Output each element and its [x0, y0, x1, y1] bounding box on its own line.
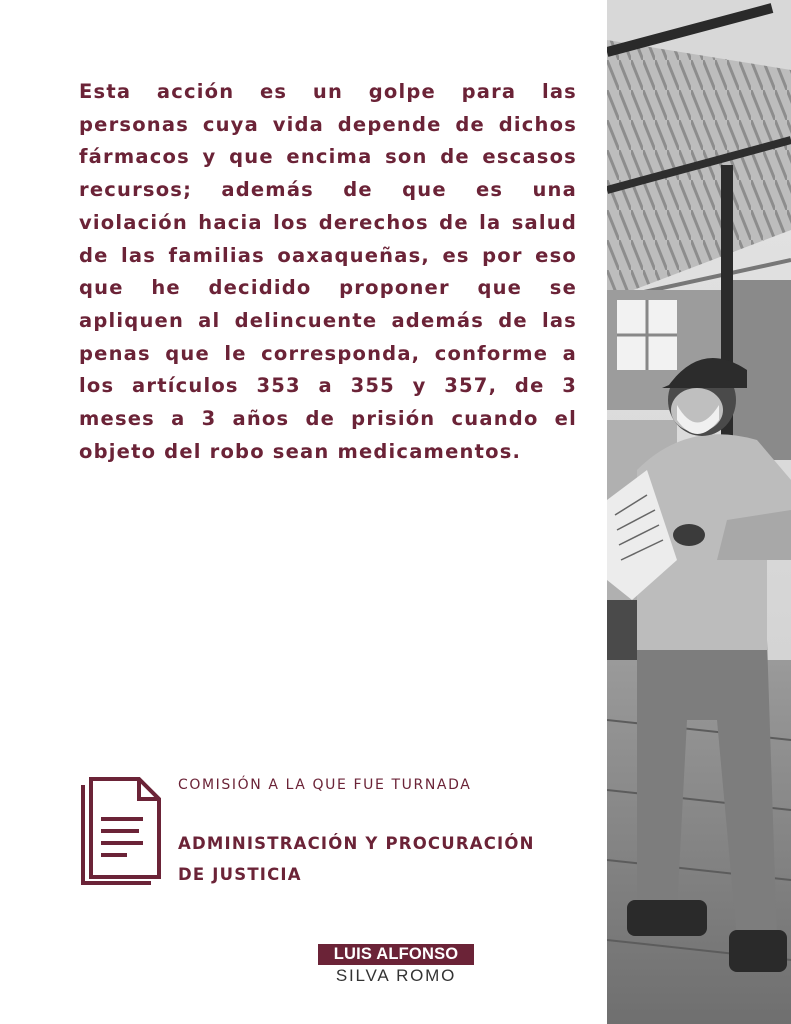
signature-first-name: LUIS ALFONSO	[318, 944, 474, 965]
photo-man-reading-newspaper	[607, 0, 791, 1024]
commission-name: ADMINISTRACIÓN Y PROCURACIÓN DE JUSTICIA	[178, 834, 535, 884]
signature-logo	[318, 944, 474, 987]
document-icon	[79, 775, 163, 887]
commission-label: COMISIÓN A LA QUE FUE TURNADA	[178, 777, 472, 793]
body-paragraph: Esta acción es un golpe para las personas cuya vida depende de dichos fármacos y que encima son de escasos recursos; además de que es una violación hacia los derechos de la salud de las familias oaxaqueñas, es por eso que he decidido proponer que se apliquen al delincuente además de las penas que le corresponda, conforme a los artículos 353 a 355 y 357, de 3 meses a 3 años de prisión cuando el objeto del robo sean medicamentos.	[79, 80, 577, 463]
signature-last-name: SILVA ROMO	[335, 966, 457, 985]
